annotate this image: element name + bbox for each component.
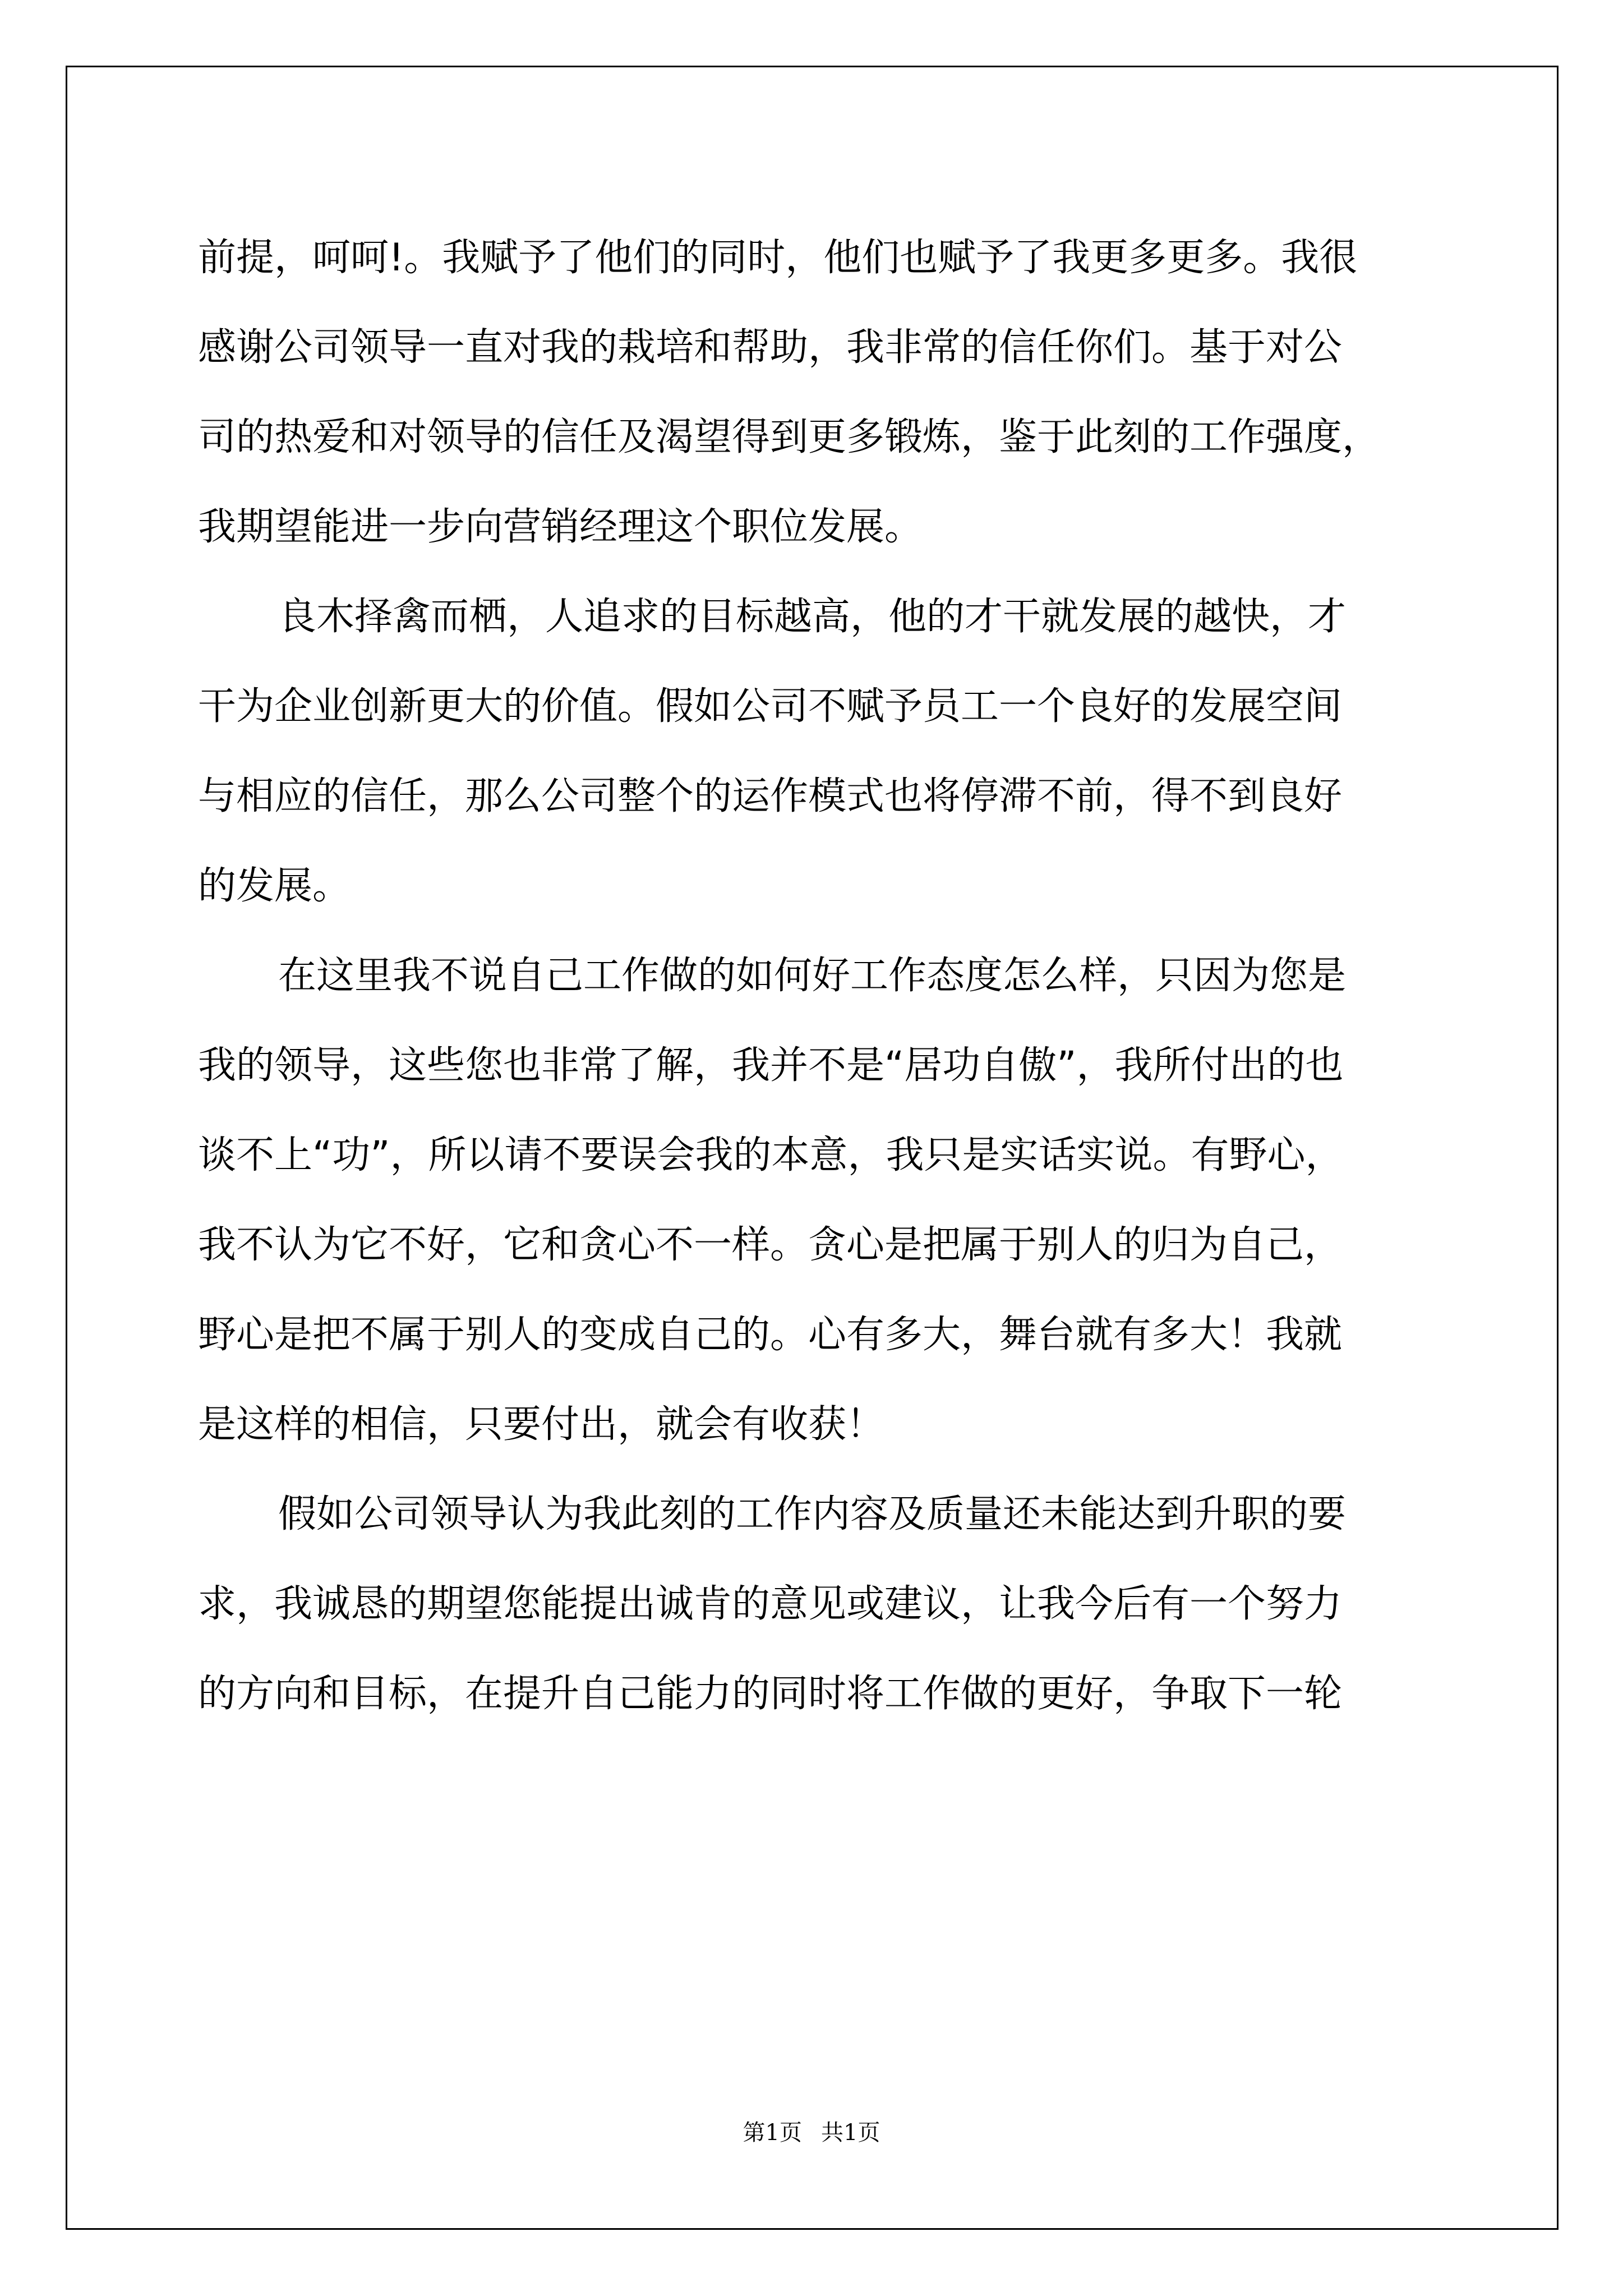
text-line: 我期望能进一步向营销经理这个职位发展。	[198, 505, 923, 549]
page-total: 共1页	[821, 2120, 880, 2146]
text-line: 前提，呵呵!。我赋予了他们的同时，他们也赋予了我更多更多。我很	[198, 236, 1358, 280]
text-line: 司的热爱和对领导的信任及渴望得到更多锻炼，鉴于此刻的工作强度，	[198, 415, 1381, 459]
text-line: 的方向和目标，在提升自己能力的同时将工作做的更好，争取下一轮	[198, 1672, 1343, 1716]
text-line: 的发展。	[198, 864, 351, 908]
page-footer	[0, 2115, 1623, 2147]
text-line: 感谢公司领导一直对我的栽培和帮助，我非常的信任你们。基于对公	[198, 325, 1343, 370]
document-body	[198, 213, 1432, 1739]
paragraph-first-line: 假如公司领导认为我此刻的工作内容及质量还未能达到升职的要	[278, 1492, 1347, 1536]
text-line: 求，我诚恳的期望您能提出诚肯的意见或建议，让我今后有一个努力	[198, 1582, 1343, 1626]
text-line: 是这样的相信，只要付出，就会有收获！	[198, 1402, 885, 1447]
text-line: 野心是把不属于别人的变成自己的。心有多大，舞台就有多大！我就	[198, 1313, 1343, 1357]
text-line: 我的领导，这些您也非常了解，我并不是“居功自傲”，我所付出的也	[198, 1043, 1344, 1088]
page-number: 第1页	[743, 2120, 802, 2146]
text-line: 干为企业创新更大的价值。假如公司不赋予员工一个良好的发展空间	[198, 684, 1343, 729]
text-line: 与相应的信任，那么公司整个的运作模式也将停滞不前，得不到良好	[198, 774, 1343, 818]
paragraph-first-line: 良木择禽而栖，人追求的目标越高，他的才干就发展的越快，才	[278, 595, 1347, 639]
text-line: 谈不上“功”，所以请不要误会我的本意，我只是实话实说。有野心，	[198, 1133, 1344, 1177]
text-line: 我不认为它不好，它和贪心不一样。贪心是把属于别人的归为自己，	[198, 1223, 1343, 1267]
paragraph-first-line: 在这里我不说自己工作做的如何好工作态度怎么样，只因为您是	[278, 954, 1347, 998]
